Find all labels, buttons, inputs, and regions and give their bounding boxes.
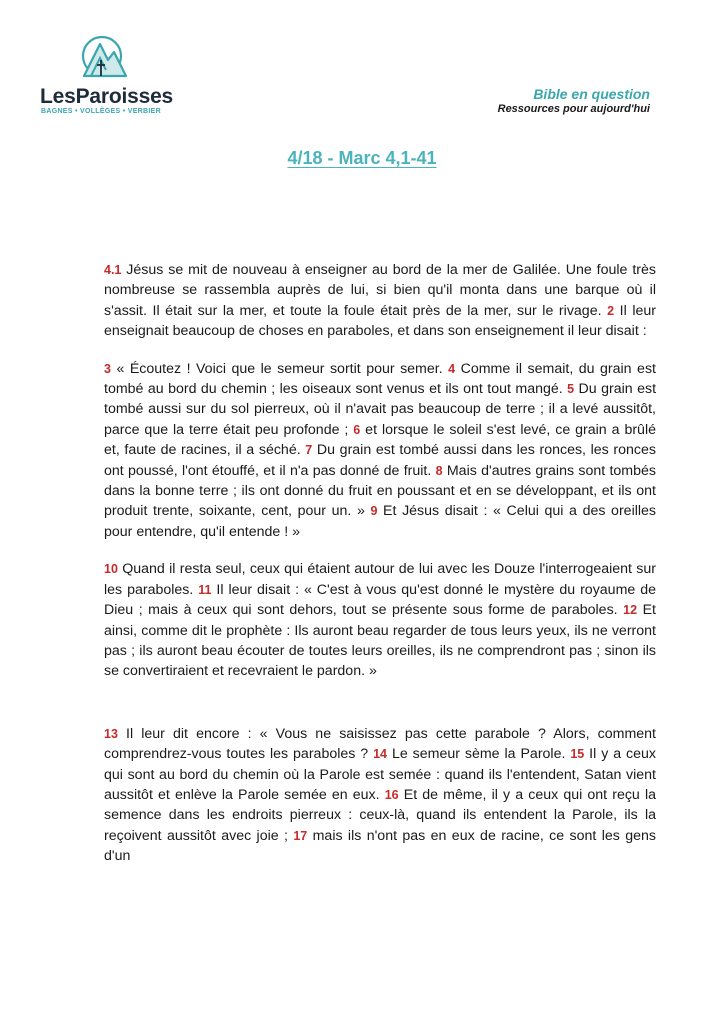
verse-number: 12 (623, 603, 638, 618)
verse-number: 7 (305, 443, 313, 458)
verse-number: 5 (567, 382, 575, 397)
verse-number: 13 (104, 726, 118, 741)
verse-text: et lorsque le soleil s'est levé, ce grain a brûlé et, faute de racines, il a séché. (104, 421, 656, 459)
verse-text: mais ils n'ont pas en eux de racine, ce sont les gens d'un (104, 827, 656, 865)
verse-number: 4 (448, 361, 456, 376)
verse-text: Le semeur sème la Parole. (387, 746, 571, 763)
verse-text: « Écoutez ! Voici que le semeur sortit pour semer. (110, 360, 449, 377)
rubric-title: Bible en question (533, 86, 650, 102)
verse-number: 15 (570, 747, 585, 762)
verse-number: 14 (373, 747, 388, 762)
verse-number: 11 (198, 582, 212, 597)
scripture-paragraph (104, 260, 656, 342)
verse-text: Et de même, il y a ceux qui ont reçu la semence dans les endroits pierreux : ceux-là, quand ils entendent la Parole, ils la reçoivent aussitôt avec joie ; (104, 786, 656, 844)
verse-text: Mais d'autres grains sont tombés dans la bonne terre ; ils ont donné du fruit en poussant et en se développant, et ils ont produit trente, soixante, cent, pour un. » (104, 462, 656, 520)
verse-text: Comme il semait, du grain est tombé au bord du chemin ; les oiseaux sont venus et ils ont tout mangé. (104, 360, 656, 398)
verse-text: Et Jésus disait : « Celui qui a des oreilles pour entendre, qu'il entende ! » (104, 503, 657, 540)
mountain-cross-logo-icon (80, 30, 128, 84)
verse-number: 4.1 (104, 263, 122, 277)
verse-text: Il leur dit encore : « Vous ne saisissez pas cette parabole ? Alors, comment comprendrez-vous toutes les paraboles ? (104, 725, 656, 763)
verse-number: 16 (384, 787, 399, 802)
verse-text: Quand il resta seul, ceux qui étaient autour de lui avec les Douze l'interrogeaient sur les paraboles. (104, 561, 656, 598)
scripture-text (104, 260, 656, 884)
verse-text: Du grain est tombé aussi sur du sol pierreux, où il n'avait pas beaucoup de terre ; il a levé aussitôt, parce que la terre était peu profonde ; (104, 381, 657, 438)
page-title: 4/18 - Marc 4,1-41 (287, 148, 437, 168)
page-title-wrap (0, 148, 724, 169)
verse-number: 3 (104, 361, 111, 376)
rubric-subtitle: Ressources pour aujourd'hui (497, 103, 650, 115)
verse-number: 6 (353, 422, 361, 437)
verse-text: Du grain est tombé aussi dans les ronces, les ronces ont poussé, l'ont étouffé, et il n'a pas donné de fruit. (104, 442, 656, 479)
rubric-header (498, 86, 650, 116)
logo-wordmark: LesParoisses (40, 85, 174, 108)
verse-text: Il y a ceux qui sont au bord du chemin où la Parole est semée : quand ils l'entendent, Satan vient aussitôt et enlève la Parole semée en eux. (104, 746, 656, 803)
verse-number: 10 (104, 562, 118, 577)
scripture-paragraph (104, 359, 656, 543)
verse-text: Jésus se mit de nouveau à enseigner au bord de la mer de Galilée. Une foule très nombreuse se rassembla auprès de lui, si bien qu'il monta dans une barque où il s'assit. Il était sur la mer, et toute la foule était près de la mer, sur le rivage. (104, 262, 656, 319)
logo-subtitle: BAGNES • VOLLÈGES • VERBIER (41, 108, 161, 115)
verse-text: Et ainsi, comme dit le prophète : Ils auront beau regarder de tous leurs yeux, ils ne verront pas ; ils auront beau écouter de toutes leurs oreilles, ils ne comprendront pas ; sinon ils se convertiraient et recevraient le pardon. » (104, 602, 656, 680)
scripture-paragraph (104, 724, 656, 867)
verse-text: Il leur disait : « C'est à vous qu'est donné le mystère du royaume de Dieu ; mais à ceux qui sont dehors, tout se présente sous forme de paraboles. (104, 581, 656, 619)
verse-number: 17 (293, 828, 308, 843)
verse-text: Il leur enseignait beaucoup de choses en paraboles, et dans son enseignement il leur disait : (104, 302, 656, 340)
verse-number: 8 (435, 463, 443, 478)
verse-number: 9 (370, 504, 378, 519)
verse-number: 2 (607, 303, 615, 318)
scripture-paragraph (104, 559, 656, 681)
